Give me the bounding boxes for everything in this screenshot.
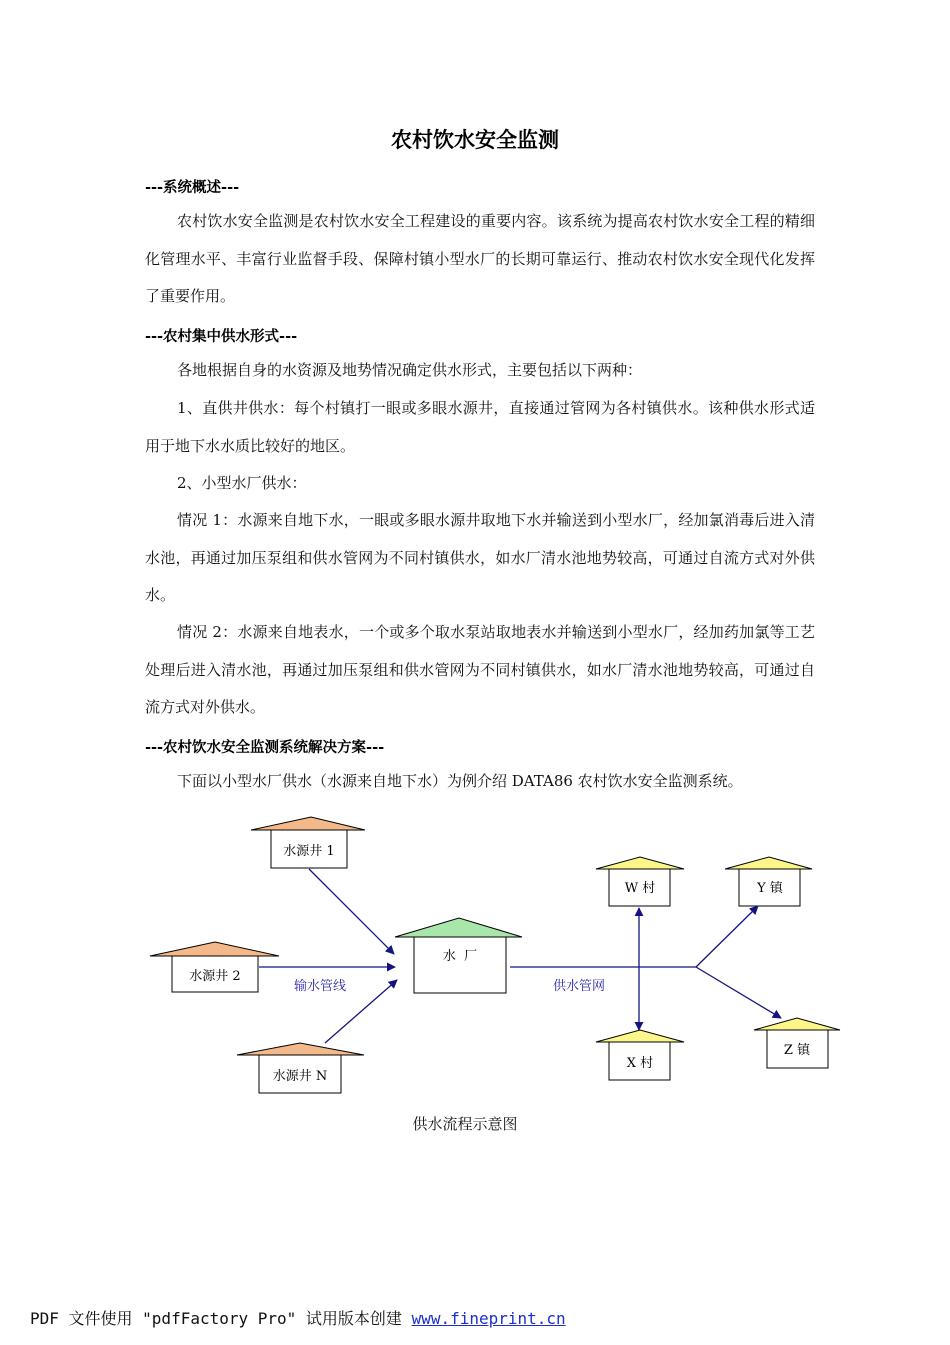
village-w-label: W 村 xyxy=(624,881,656,896)
pdf-watermark-text: PDF 文件使用 "pdfFactory Pro" 试用版本创建 xyxy=(30,1309,412,1328)
well-1-roof xyxy=(251,817,365,830)
arrow-to-z xyxy=(696,967,781,1018)
town-y-label: Y 镇 xyxy=(757,881,783,896)
water-plant xyxy=(395,918,522,993)
town-z-roof xyxy=(754,1018,840,1030)
diagram-caption: 供水流程示意图 xyxy=(412,1115,518,1133)
water-supply-flow-diagram xyxy=(0,810,950,1110)
village-x-roof xyxy=(596,1030,684,1042)
village-x xyxy=(596,1030,684,1080)
well-n xyxy=(237,1043,364,1093)
well-n-label: 水源井 N xyxy=(272,1069,328,1084)
fineprint-link[interactable]: www.fineprint.cn xyxy=(411,1309,566,1328)
plant-box xyxy=(414,937,506,993)
paragraph-supply-item2: 2、小型水厂供水： xyxy=(177,474,307,492)
town-y xyxy=(725,857,812,906)
pipe-in-label: 输水管线 xyxy=(293,979,347,994)
well-1 xyxy=(251,817,365,868)
paragraph-solution-intro: 下面以小型水厂供水（水源来自地下水）为例介绍 DATA86 农村饮水安全监测系统。 xyxy=(177,772,743,790)
village-w-roof xyxy=(596,857,684,869)
section-heading-overview: ---系统概述--- xyxy=(145,180,240,196)
well-1-label: 水源井 1 xyxy=(283,844,335,859)
plant-roof xyxy=(395,918,522,937)
paragraph-supply-intro: 各地根据自身的水资源及地势情况确定供水形式，主要包括以下两种： xyxy=(177,361,643,379)
town-z xyxy=(754,1018,840,1068)
paragraph-supply-item1: 1、直供井供水：每个村镇打一眼或多眼水源井，直接通过管网为各村镇供水。该种供水形式适用于地下水水质比较好的地区。 xyxy=(145,399,815,455)
village-w xyxy=(596,857,684,906)
arrow-to-y xyxy=(696,906,758,967)
pipe-out-label: 供水管网 xyxy=(552,979,606,994)
town-z-label: Z 镇 xyxy=(783,1043,811,1058)
well-n-roof xyxy=(237,1043,364,1055)
section-heading-supply: ---农村集中供水形式--- xyxy=(145,329,298,345)
plant-label: 水 厂 xyxy=(442,949,478,964)
well-2-roof xyxy=(150,942,279,956)
town-y-roof xyxy=(725,857,812,869)
paragraph-case2: 情况 2：水源来自地表水，一个或多个取水泵站取地表水并输送到小型水厂，经加药加氯等工艺处理后进入清水池，再通过加压泵组和供水管网为不同村镇供水，如水厂清水池地势较高，可通过自流方式对外供水。 xyxy=(145,623,815,716)
section-heading-solution: ---农村饮水安全监测系统解决方案--- xyxy=(145,740,385,756)
village-x-label: X 村 xyxy=(626,1056,654,1071)
arrow-well1-plant xyxy=(309,869,394,954)
well-2-label: 水源井 2 xyxy=(189,969,241,984)
paragraph-case1: 情况 1：水源来自地下水，一眼或多眼水源井取地下水并输送到小型水厂，经加氯消毒后进入清水池，再通过加压泵组和供水管网为不同村镇供水，如水厂清水池地势较高，可通过自流方式对外供水。 xyxy=(145,511,815,604)
document-title: 农村饮水安全监测 xyxy=(391,128,559,152)
pdf-watermark-banner xyxy=(30,1306,566,1329)
paragraph-overview: 农村饮水安全监测是农村饮水安全工程建设的重要内容。该系统为提高农村饮水安全工程的精细化管理水平、丰富行业监督手段、保障村镇小型水厂的长期可靠运行、推动农村饮水安全现代化发挥了重要作用。 xyxy=(145,212,815,305)
